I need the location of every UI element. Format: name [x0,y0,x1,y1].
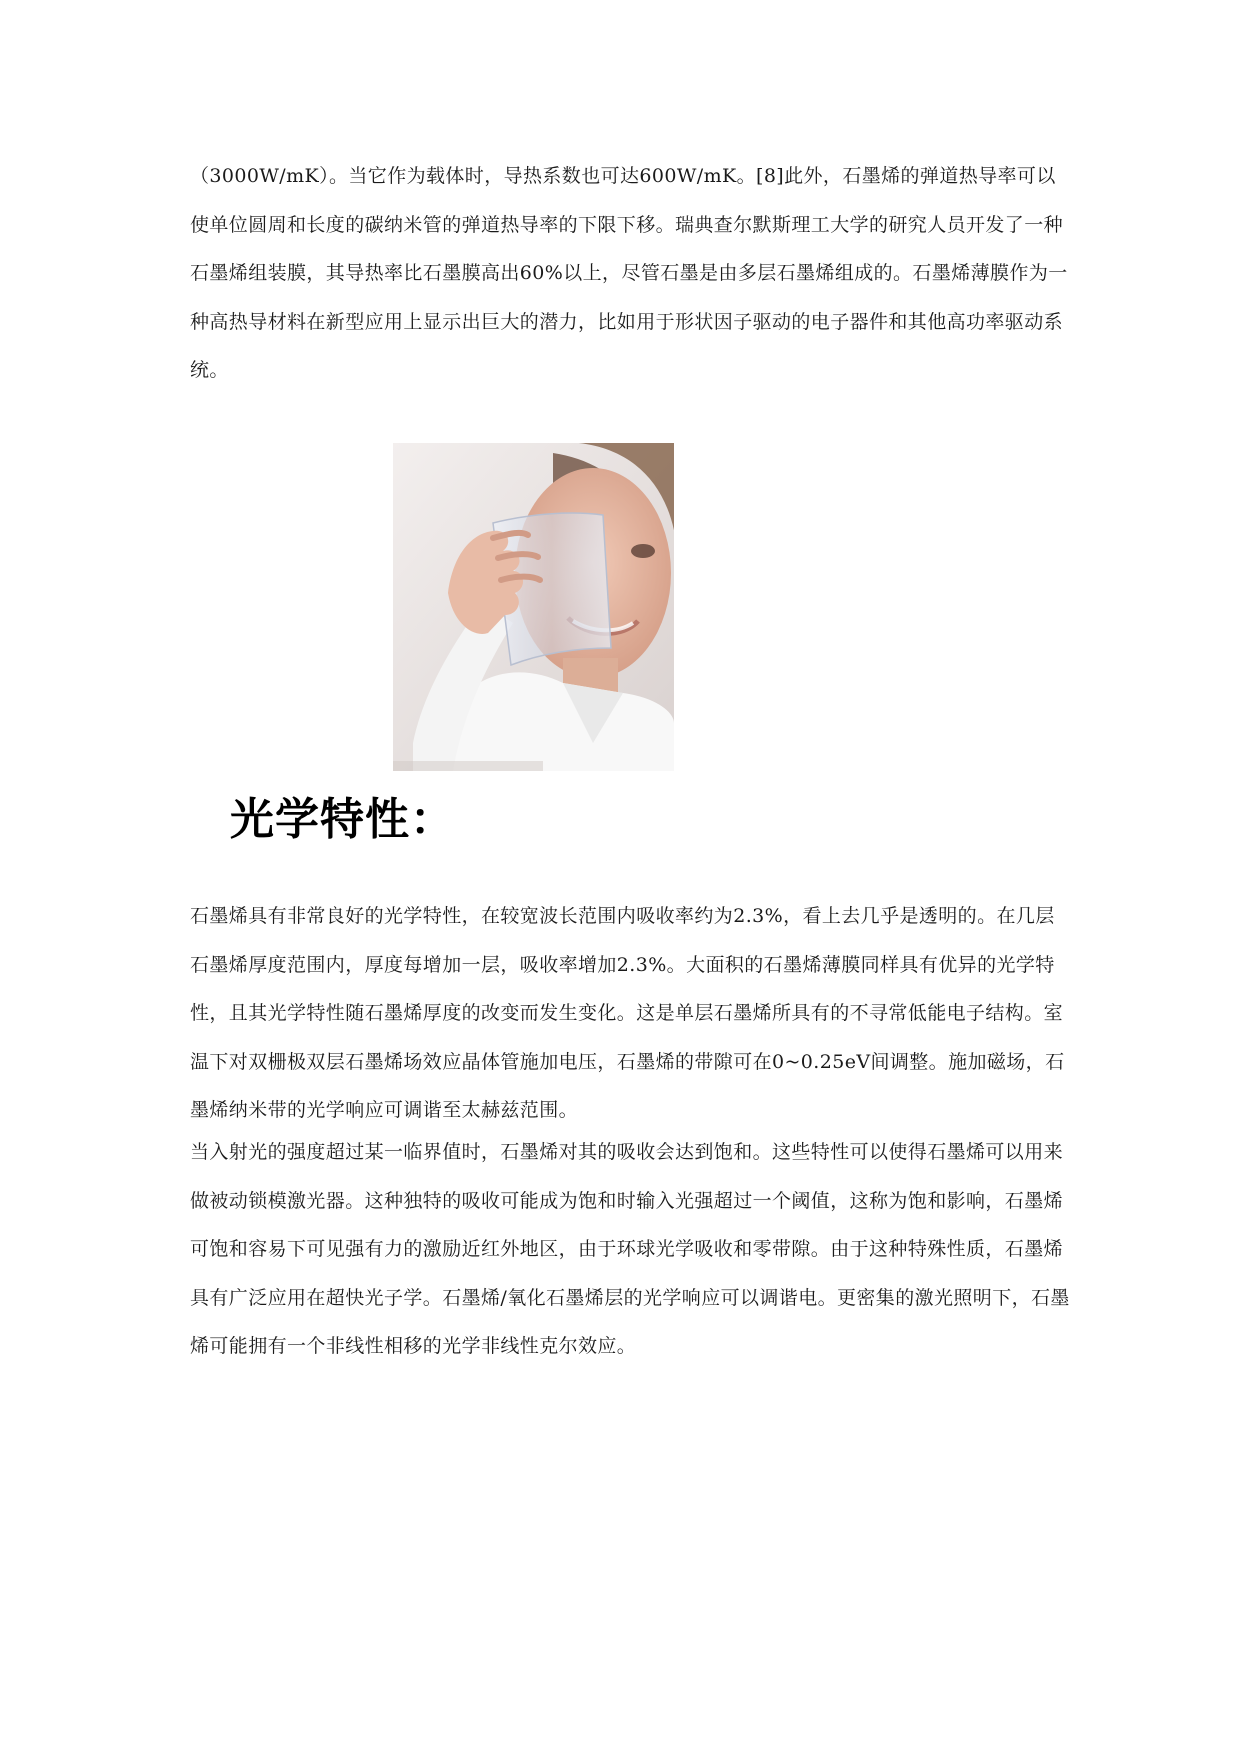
paragraph-saturable-absorption: 当入射光的强度超过某一临界值时，石墨烯对其的吸收会达到饱和。这些特性可以使得石墨烯可以用来做被动锁模激光器。这种独特的吸收可能成为饱和时输入光强超过一个阈值，这称为饱和影响，石墨烯可饱和容易下可见强有力的激励近红外地区，由于环球光学吸收和零带隙。由于这种特殊性质，石墨烯具有广泛应用在超快光子学。石墨烯/氧化石墨烯层的光学响应可以调谐电。更密集的激光照明下，石墨烯可能拥有一个非线性相移的光学非线性克尔效应。 [190,1141,1070,1357]
paragraph-optical-properties: 石墨烯具有非常良好的光学特性，在较宽波长范围内吸收率约为2.3%，看上去几乎是透明的。在几层石墨烯厚度范围内，厚度每增加一层，吸收率增加2.3%。大面积的石墨烯薄膜同样具有优异的光学特性，且其光学特性随石墨烯厚度的改变而发生变化。这是单层石墨烯所具有的不寻常低能电子结构。室温下对双栅极双层石墨烯场效应晶体管施加电压，石墨烯的带隙可在0~0.25eV间调整。施加磁场，石墨烯纳米带的光学响应可调谐至太赫兹范围。 [190,905,1065,1121]
paragraph-thermal-conductivity: （3000W/mK）。当它作为载体时，导热系数也可达600W/mK。[8]此外，石墨烯的弹道热导率可以使单位圆周和长度的碳纳米管的弹道热导率的下限下移。瑞典查尔默斯理工大学的研究人员开发了一种石墨烯组装膜，其导热率比石墨膜高出60%以上，尽管石墨是由多层石墨烯组成的。石墨烯薄膜作为一种高热导材料在新型应用上显示出巨大的潜力，比如用于形状因子驱动的电子器件和其他高功率驱动系统。 [190,165,1068,381]
section-heading-optical-properties: 光学特性： [230,794,455,845]
graphene-film-photo [393,443,674,771]
